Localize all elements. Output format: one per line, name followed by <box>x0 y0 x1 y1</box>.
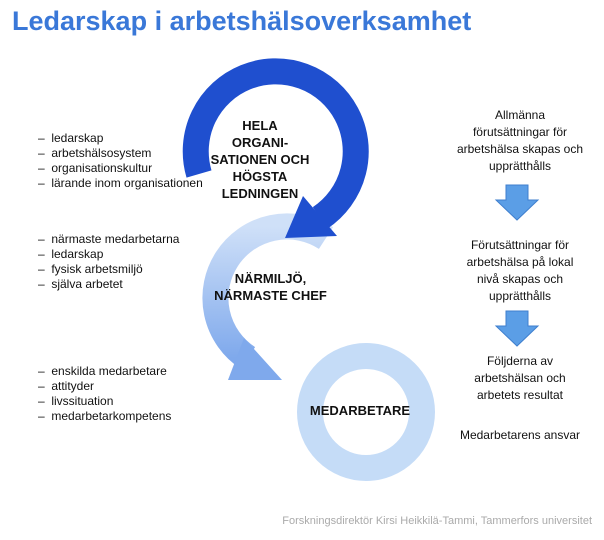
step-employee-responsibility <box>445 427 595 444</box>
list-item: – lärande inom organisationen <box>38 176 203 191</box>
step-line: Medarbetarens ansvar <box>459 428 581 442</box>
label-line: HELA <box>242 118 278 133</box>
list-item: – livssituation <box>38 394 171 409</box>
step-line: nivå skapas och <box>476 272 564 286</box>
page-title: Ledarskap i arbetshälsoverksamhet <box>12 6 472 36</box>
step-line: arbetets resultat <box>476 388 564 402</box>
step-line: förutsättningar för <box>472 125 568 139</box>
step-consequences <box>445 353 595 404</box>
label-line: HÖGSTA <box>232 169 288 184</box>
medarbetare-factors-list <box>38 364 171 424</box>
step-line: arbetshälsa på lokal <box>466 255 574 269</box>
label-line: LEDNINGEN <box>221 186 299 201</box>
label-line: MEDARBETARE <box>309 403 411 418</box>
list-item: – arbetshälsosystem <box>38 146 203 161</box>
narmiljo-factors-list <box>38 232 179 292</box>
list-item: – enskilda medarbetare <box>38 364 171 379</box>
label-narmiljo <box>208 270 333 304</box>
step-general-conditions <box>445 107 595 175</box>
label-medarbetare <box>300 402 420 419</box>
footer-credit: Forskningsdirektör Kirsi Heikkilä-Tammi, Tammerfors universitet <box>282 515 592 527</box>
step-line: upprätthålls <box>488 159 552 173</box>
step-line: Följderna av <box>486 354 554 368</box>
down-arrow-1 <box>496 185 538 220</box>
list-item: – attityder <box>38 379 171 394</box>
label-line: ORGANI- <box>231 135 289 150</box>
down-arrow-2 <box>496 311 538 346</box>
list-item: – själva arbetet <box>38 277 179 292</box>
label-line: SATIONEN OCH <box>210 152 310 167</box>
step-local-conditions <box>445 237 595 305</box>
step-line: Allmänna <box>494 108 546 122</box>
step-line: Förutsättningar för <box>470 238 570 252</box>
list-item: – organisationskultur <box>38 161 203 176</box>
label-organisation <box>205 117 315 202</box>
step-line: arbetshälsan och <box>474 371 566 385</box>
step-line: upprätthålls <box>488 289 552 303</box>
list-item: – fysisk arbetsmiljö <box>38 262 179 277</box>
list-item: – ledarskap <box>38 131 203 146</box>
list-item: – ledarskap <box>38 247 179 262</box>
step-line: arbetshälsa skapas och <box>456 142 584 156</box>
list-item: – närmaste medarbetarna <box>38 232 179 247</box>
label-line: NÄRMILJÖ, <box>234 271 307 286</box>
list-item: – medarbetarkompetens <box>38 409 171 424</box>
label-line: NÄRMASTE CHEF <box>214 288 327 303</box>
organisation-factors-list <box>38 131 203 191</box>
